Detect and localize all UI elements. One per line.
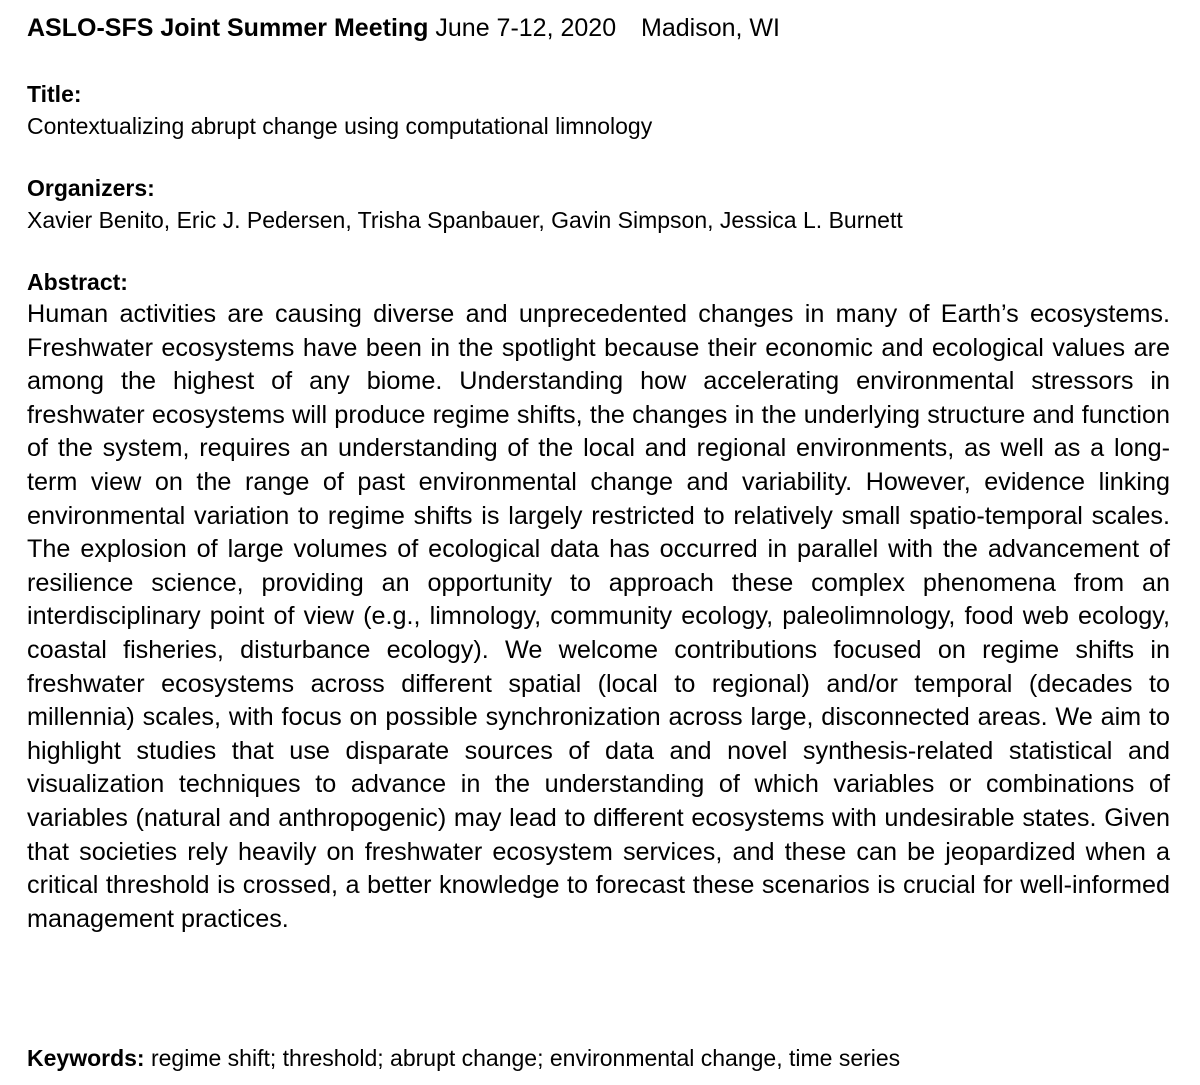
organizers-section bbox=[27, 172, 1170, 236]
meeting-name: ASLO-SFS Joint Summer Meeting bbox=[27, 14, 429, 42]
abstract-label: Abstract: bbox=[27, 269, 128, 295]
organizers-list: Xavier Benito, Eric J. Pedersen, Trisha Spanbauer, Gavin Simpson, Jessica L. Burnett bbox=[27, 207, 903, 233]
title-section bbox=[27, 78, 1170, 142]
organizers-label: Organizers: bbox=[27, 175, 155, 201]
meeting-header bbox=[27, 8, 1170, 48]
document-page bbox=[27, 8, 1170, 1071]
keywords-label: Keywords: bbox=[27, 1045, 145, 1071]
abstract-section bbox=[27, 266, 1170, 936]
abstract-text: Human activities are causing diverse and unprecedented changes in many of Earth’s ecosystems. Freshwater ecosystems have been in the spotlight because their economic and ecological values are among the highest of any biome. Understanding how accelerating environmental stressors in freshwater ecosystems will produce regime shifts, the changes in the underlying structure and function of the system, requires an understanding of the local and regional environments, as well as a long-term view on the range of past environmental change and variability. However, evidence linking environmental variation to regime shifts is largely restricted to relatively small spatio-temporal scales. The explosion of large volumes of ecological data has occurred in parallel with the advancement of resilience science, providing an opportunity to approach these complex phenomena from an interdisciplinary point of view (e.g., limnology, community ecology, paleolimnology, food web ecology, coastal fisheries, disturbance ecology). We welcome contributions focused on regime shifts in freshwater ecosystems across different spatial (local to regional) and/or temporal (decades to millennia) scales, with focus on possible synchronization across large, disconnected areas. We aim to highlight studies that use disparate sources of data and novel synthesis-related statistical and visualization techniques to advance in the understanding of which variables or combinations of variables (natural and anthropogenic) may lead to different ecosystems with undesirable states. Given that societies rely heavily on freshwater ecosystem services, and these can be jeopardized when a critical threshold is crossed, a better knowledge to forecast these scenarios is crucial for well-informed management practices. bbox=[27, 300, 1170, 933]
keywords-text: regime shift; threshold; abrupt change; environmental change, time series bbox=[150, 1045, 901, 1071]
meeting-location: Madison, WI bbox=[641, 14, 780, 42]
keywords-section bbox=[27, 1042, 900, 1074]
session-title: Contextualizing abrupt change using computational limnology bbox=[27, 113, 653, 139]
meeting-dates: June 7-12, 2020 bbox=[435, 14, 617, 42]
title-label: Title: bbox=[27, 81, 82, 107]
